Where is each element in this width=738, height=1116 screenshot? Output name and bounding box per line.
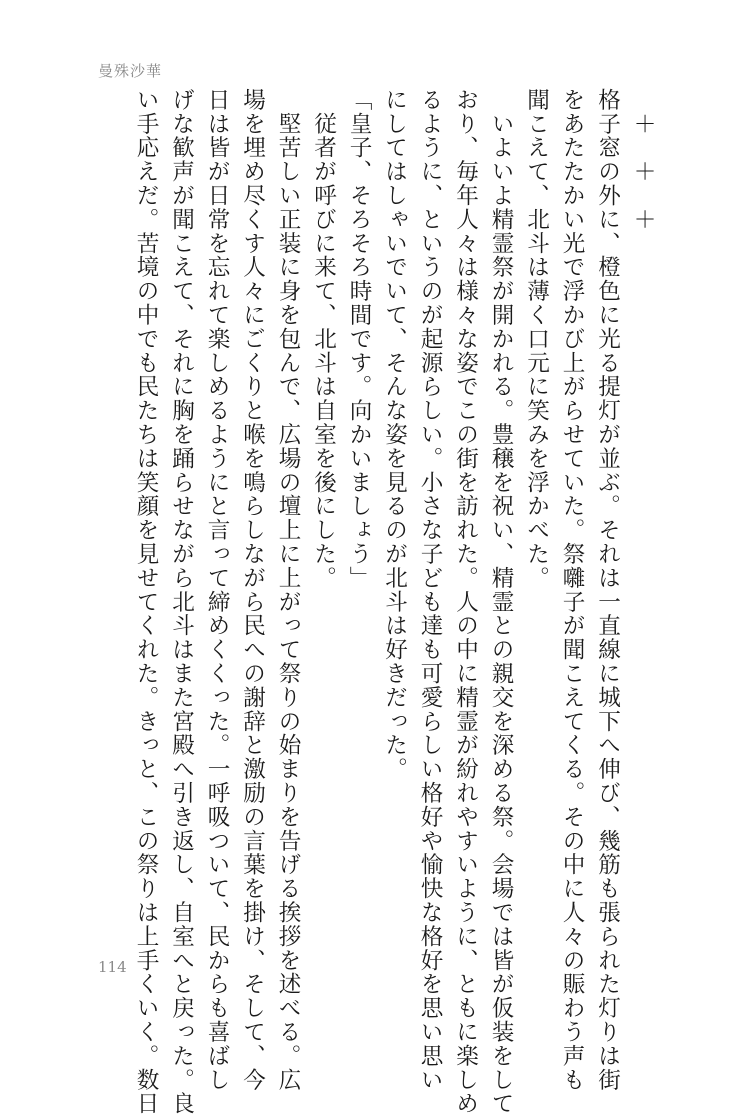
text-line: にしてはしゃいでいて、そんな姿を見るのが北斗は好きだった。 (381, 88, 408, 782)
text-line: 「皇子、そろそろ時間です。向かいましょう」 (346, 88, 372, 590)
text-line: 従者が呼びに来て、北斗は自室を後にした。 (310, 88, 337, 590)
text-line: 格子窓の外に、橙色に光る提灯が並ぶ。それは一直線に城下へ伸び、幾筋も張られた灯りは街 (594, 88, 621, 1092)
text-line: いよいよ精霊祭が開かれる。豊穣を祝い、精霊との親交を深める祭。会場では皆が仮装をして (488, 88, 514, 1116)
text-line: 日は皆が日常を忘れて楽しめるようにと言って締めくくった。一呼吸ついて、民からも喜ばし (204, 88, 230, 1092)
text-line: おり、毎年人々は様々な姿でこの街を訪れた。人の中に精霊が紛れやすいように、ともに楽しめ (452, 88, 479, 1116)
vertical-body-text (128, 88, 661, 1116)
text-line: 聞こえて、北斗は薄く口元に笑みを浮かべた。 (523, 88, 550, 590)
text-line: げな歓声が聞こえて、それに胸を踊らせながら北斗はまた宮殿へ引き返し、自室へと戻った。良 (168, 88, 195, 1116)
text-line: ＋ ＋ ＋ (630, 88, 656, 232)
text-line: をあたたかい光で浮かび上がらせていた。祭囃子が聞こえてくる。その中に人々の賑わう声も (559, 88, 585, 1092)
text-line: るように、というのが起源らしい。小さな子ども達も可愛らしい格好や愉快な格好を思い思い (417, 88, 443, 1092)
running-head: 曼殊沙華 (98, 62, 163, 80)
text-line: 場を埋め尽くす人々にごくりと喉を鳴らしながら民への謝辞と激励の言葉を掛け、そして、今 (239, 88, 266, 1092)
text-line: い手応えだ。苦境の中でも民たちは笑顔を見せてくれた。きっと、この祭りは上手くいく。数日 (133, 88, 159, 1116)
text-line: 堅苦しい正装に身を包んで、広場の壇上に上がって祭りの始まりを告げる挨拶を述べる。広 (275, 88, 301, 1092)
page-number: 114 (98, 958, 127, 976)
